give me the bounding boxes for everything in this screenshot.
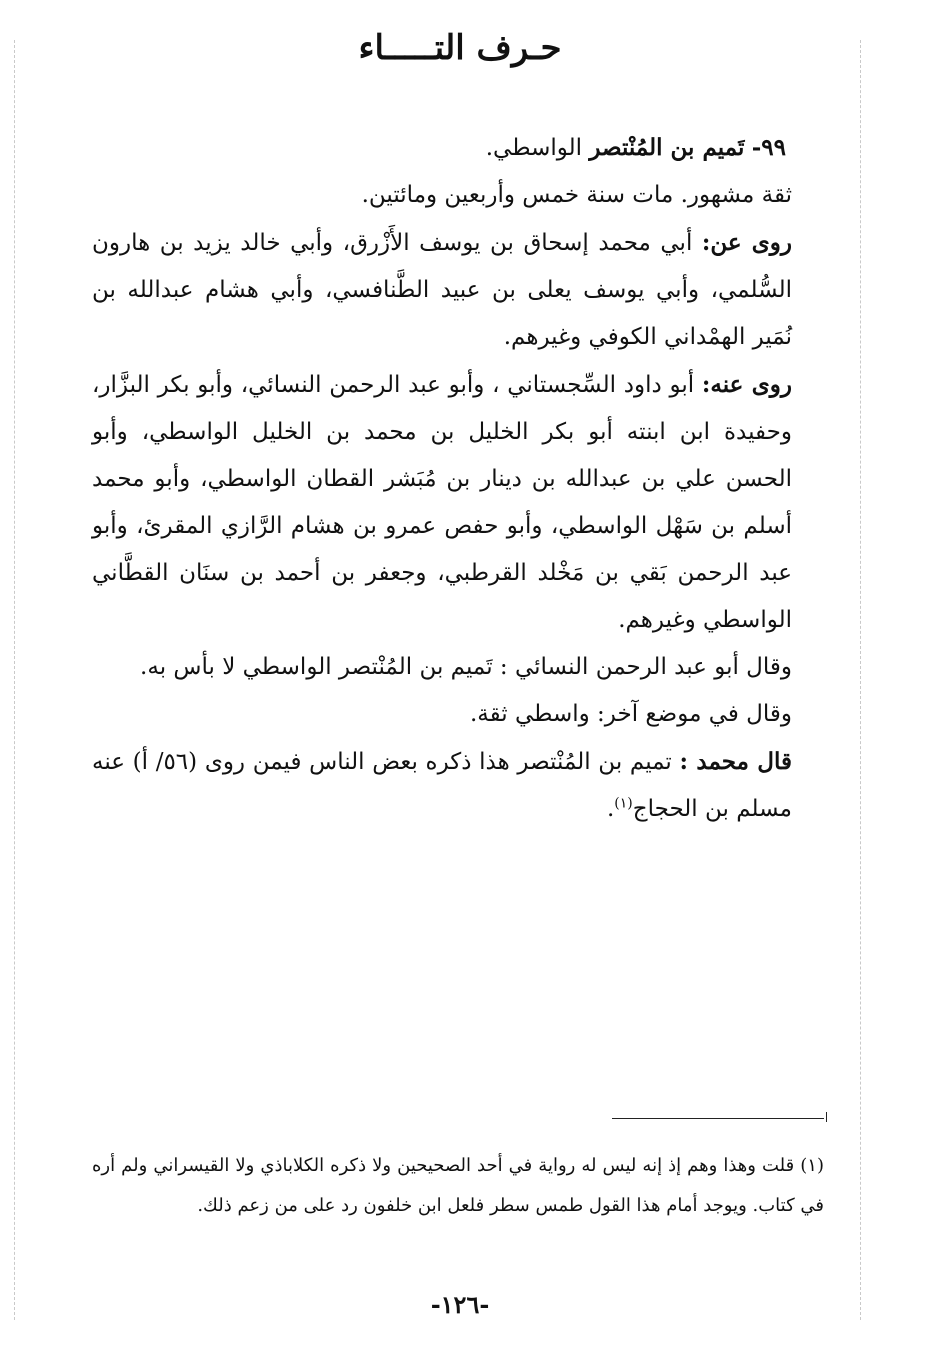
entry-body	[92, 124, 834, 833]
narrated-from-label: روى عن:	[701, 229, 792, 256]
narrated-by-text: أبو داود السِّجستاني ، وأبو عبد الرحمن النسائي، وأبو بكر البزَّار، وحفيدة ابن ابنته أبو بكر الخليل بن محمد بن الخليل الواسطي، وأبو الحسن علي بن عبدالله بن دينار بن مُبَشر القطان الواسطي، وأبو محمد أسلم بن سَهْل الواسطي، وأبو حفص عمرو بن هشام الرَّازي المقرئ، وأبو عبد الرحمن بَقي بن مَخْلد القرطبي، وجعفر بن أحمد بن سنَان القطَّاني الواسطي وغيرهم.	[92, 372, 792, 633]
muhammad-quote-end: .	[606, 796, 615, 822]
right-margin-guide	[860, 40, 861, 1320]
entry-nisba: الواسطي.	[485, 135, 590, 161]
footnote-reference[interactable]: (١)	[614, 795, 633, 812]
narrated-by-paragraph	[92, 361, 834, 644]
footnote-separator-tick	[818, 1112, 827, 1122]
footnote-text: قلت وهذا وهم إذ إنه ليس له رواية في أحد الصحيحين ولا ذكره الكلاباذي ولا القيسراني ولم أره في كتاب. ويوجد أمام هذا القول طمس سطر فلعل ابن خلفون رد على من زعم ذلك.	[92, 1155, 824, 1216]
muhammad-quote-label: قال محمد :	[679, 748, 792, 775]
left-margin-guide	[14, 40, 15, 1320]
footnote-1	[92, 1146, 824, 1226]
footnote-separator	[612, 1118, 824, 1119]
footnotes	[92, 1146, 824, 1226]
muhammad-quote-paragraph	[92, 738, 834, 833]
nasai-quote-2: وقال في موضع آخر: واسطي ثقة.	[469, 701, 792, 727]
chapter-heading: حـرف التـــــاء	[358, 28, 562, 68]
narrated-by-label: روى عنه:	[701, 371, 792, 398]
entry-grade: ثقة مشهور. مات سنة خمس وأربعين ومائتين.	[361, 182, 792, 208]
entry-heading	[92, 124, 834, 172]
narrated-from-text: أبي محمد إسحاق بن يوسف الأَزْرق، وأبي خالد يزيد بن هارون السُّلمي، وأبي يوسف يعلى بن عبيد الطَّنافسي، وأبي هشام عبدالله بن نُمَير الهمْداني الكوفي وغيرهم.	[92, 230, 792, 350]
entry-number: ٩٩-	[751, 134, 786, 161]
entry-name: تَميم بن المُنْتصر	[589, 134, 745, 161]
nasai-quote-1: وقال أبو عبد الرحمن النسائي : تَميم بن المُنْتصر الواسطي لا بأس به.	[140, 654, 792, 680]
narrated-from-paragraph	[92, 219, 834, 361]
muhammad-quote-text: تميم بن المُنْتصر هذا ذكره بعض الناس فيمن روى (٥٦/ أ) عنه مسلم بن الحجاج	[92, 749, 792, 822]
page-number: -١٢٦-	[430, 1290, 490, 1319]
footnote-marker: (١)	[800, 1155, 824, 1176]
